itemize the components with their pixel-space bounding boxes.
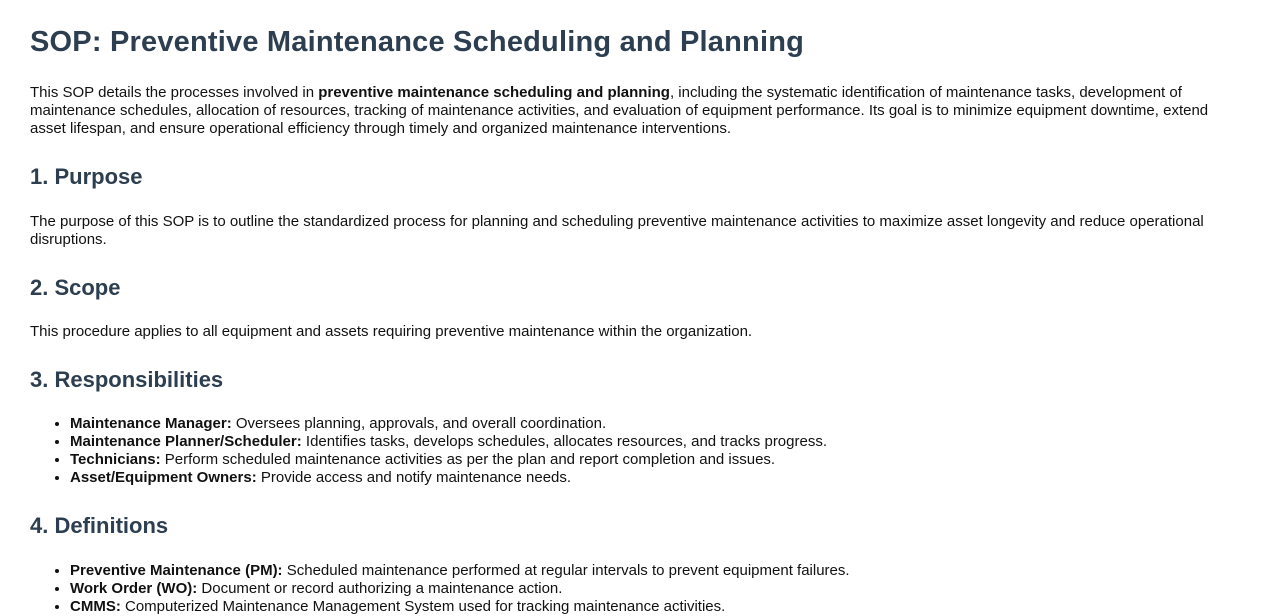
scope-paragraph: This procedure applies to all equipment and assets requiring preventive maintenance within the organization.: [30, 322, 753, 340]
list-item: [70, 580, 1233, 598]
list-item-term: Technicians:: [70, 451, 161, 469]
intro-text-post: , including the systematic identification of maintenance tasks, development of maintenance schedules, allocation of resources, tracking of maintenance activities, and evaluation of equipment performance. Its goal is to minimize equipment downtime, extend asset lifespan, and ensure operational efficiency through timely and organized maintenance interventions.: [30, 84, 1209, 138]
list-item-desc: Provide access and notify maintenance needs.: [256, 469, 572, 487]
list-item-desc: Document or record authorizing a maintenance action.: [197, 579, 563, 597]
list-item-desc: Oversees planning, approvals, and overall coordination.: [231, 415, 607, 433]
section-heading-responsibilities: 3. Responsibilities: [30, 366, 224, 392]
section-heading-definitions: 4. Definitions: [30, 513, 169, 539]
list-item: [70, 415, 1233, 433]
section-heading-scope: 2. Scope: [30, 274, 121, 300]
list-item-term: Preventive Maintenance (PM):: [70, 561, 283, 579]
list-item-term: Asset/Equipment Owners:: [70, 469, 257, 487]
list-item-term: Work Order (WO):: [70, 579, 198, 597]
list-item-desc: Scheduled maintenance performed at regular intervals to prevent equipment failures.: [282, 561, 850, 579]
list-item: [70, 469, 1233, 487]
list-item: [70, 562, 1233, 580]
intro-text-pre: This SOP details the processes involved in: [30, 84, 319, 102]
definitions-list: [30, 562, 1233, 616]
list-item: [70, 598, 1233, 616]
list-item-term: Maintenance Manager:: [70, 415, 232, 433]
intro-text-bold: preventive maintenance scheduling and planning: [318, 84, 670, 102]
list-item-term: CMMS:: [70, 597, 121, 615]
list-item-term: Maintenance Planner/Scheduler:: [70, 433, 302, 451]
intro-paragraph: [30, 84, 1233, 138]
page-title: SOP: Preventive Maintenance Scheduling and Planning: [30, 26, 805, 58]
section-heading-purpose: 1. Purpose: [30, 164, 143, 190]
list-item-desc: Perform scheduled maintenance activities as per the plan and report completion and issues.: [160, 451, 776, 469]
responsibilities-list: [30, 415, 1233, 487]
list-item: [70, 433, 1233, 451]
purpose-paragraph: The purpose of this SOP is to outline the standardized process for planning and scheduling preventive maintenance activities to maximize asset longevity and reduce operational disruptions.: [30, 212, 1204, 248]
list-item: [70, 451, 1233, 469]
list-item-desc: Computerized Maintenance Management System used for tracking maintenance activities.: [120, 597, 726, 615]
list-item-desc: Identifies tasks, develops schedules, allocates resources, and tracks progress.: [301, 433, 827, 451]
